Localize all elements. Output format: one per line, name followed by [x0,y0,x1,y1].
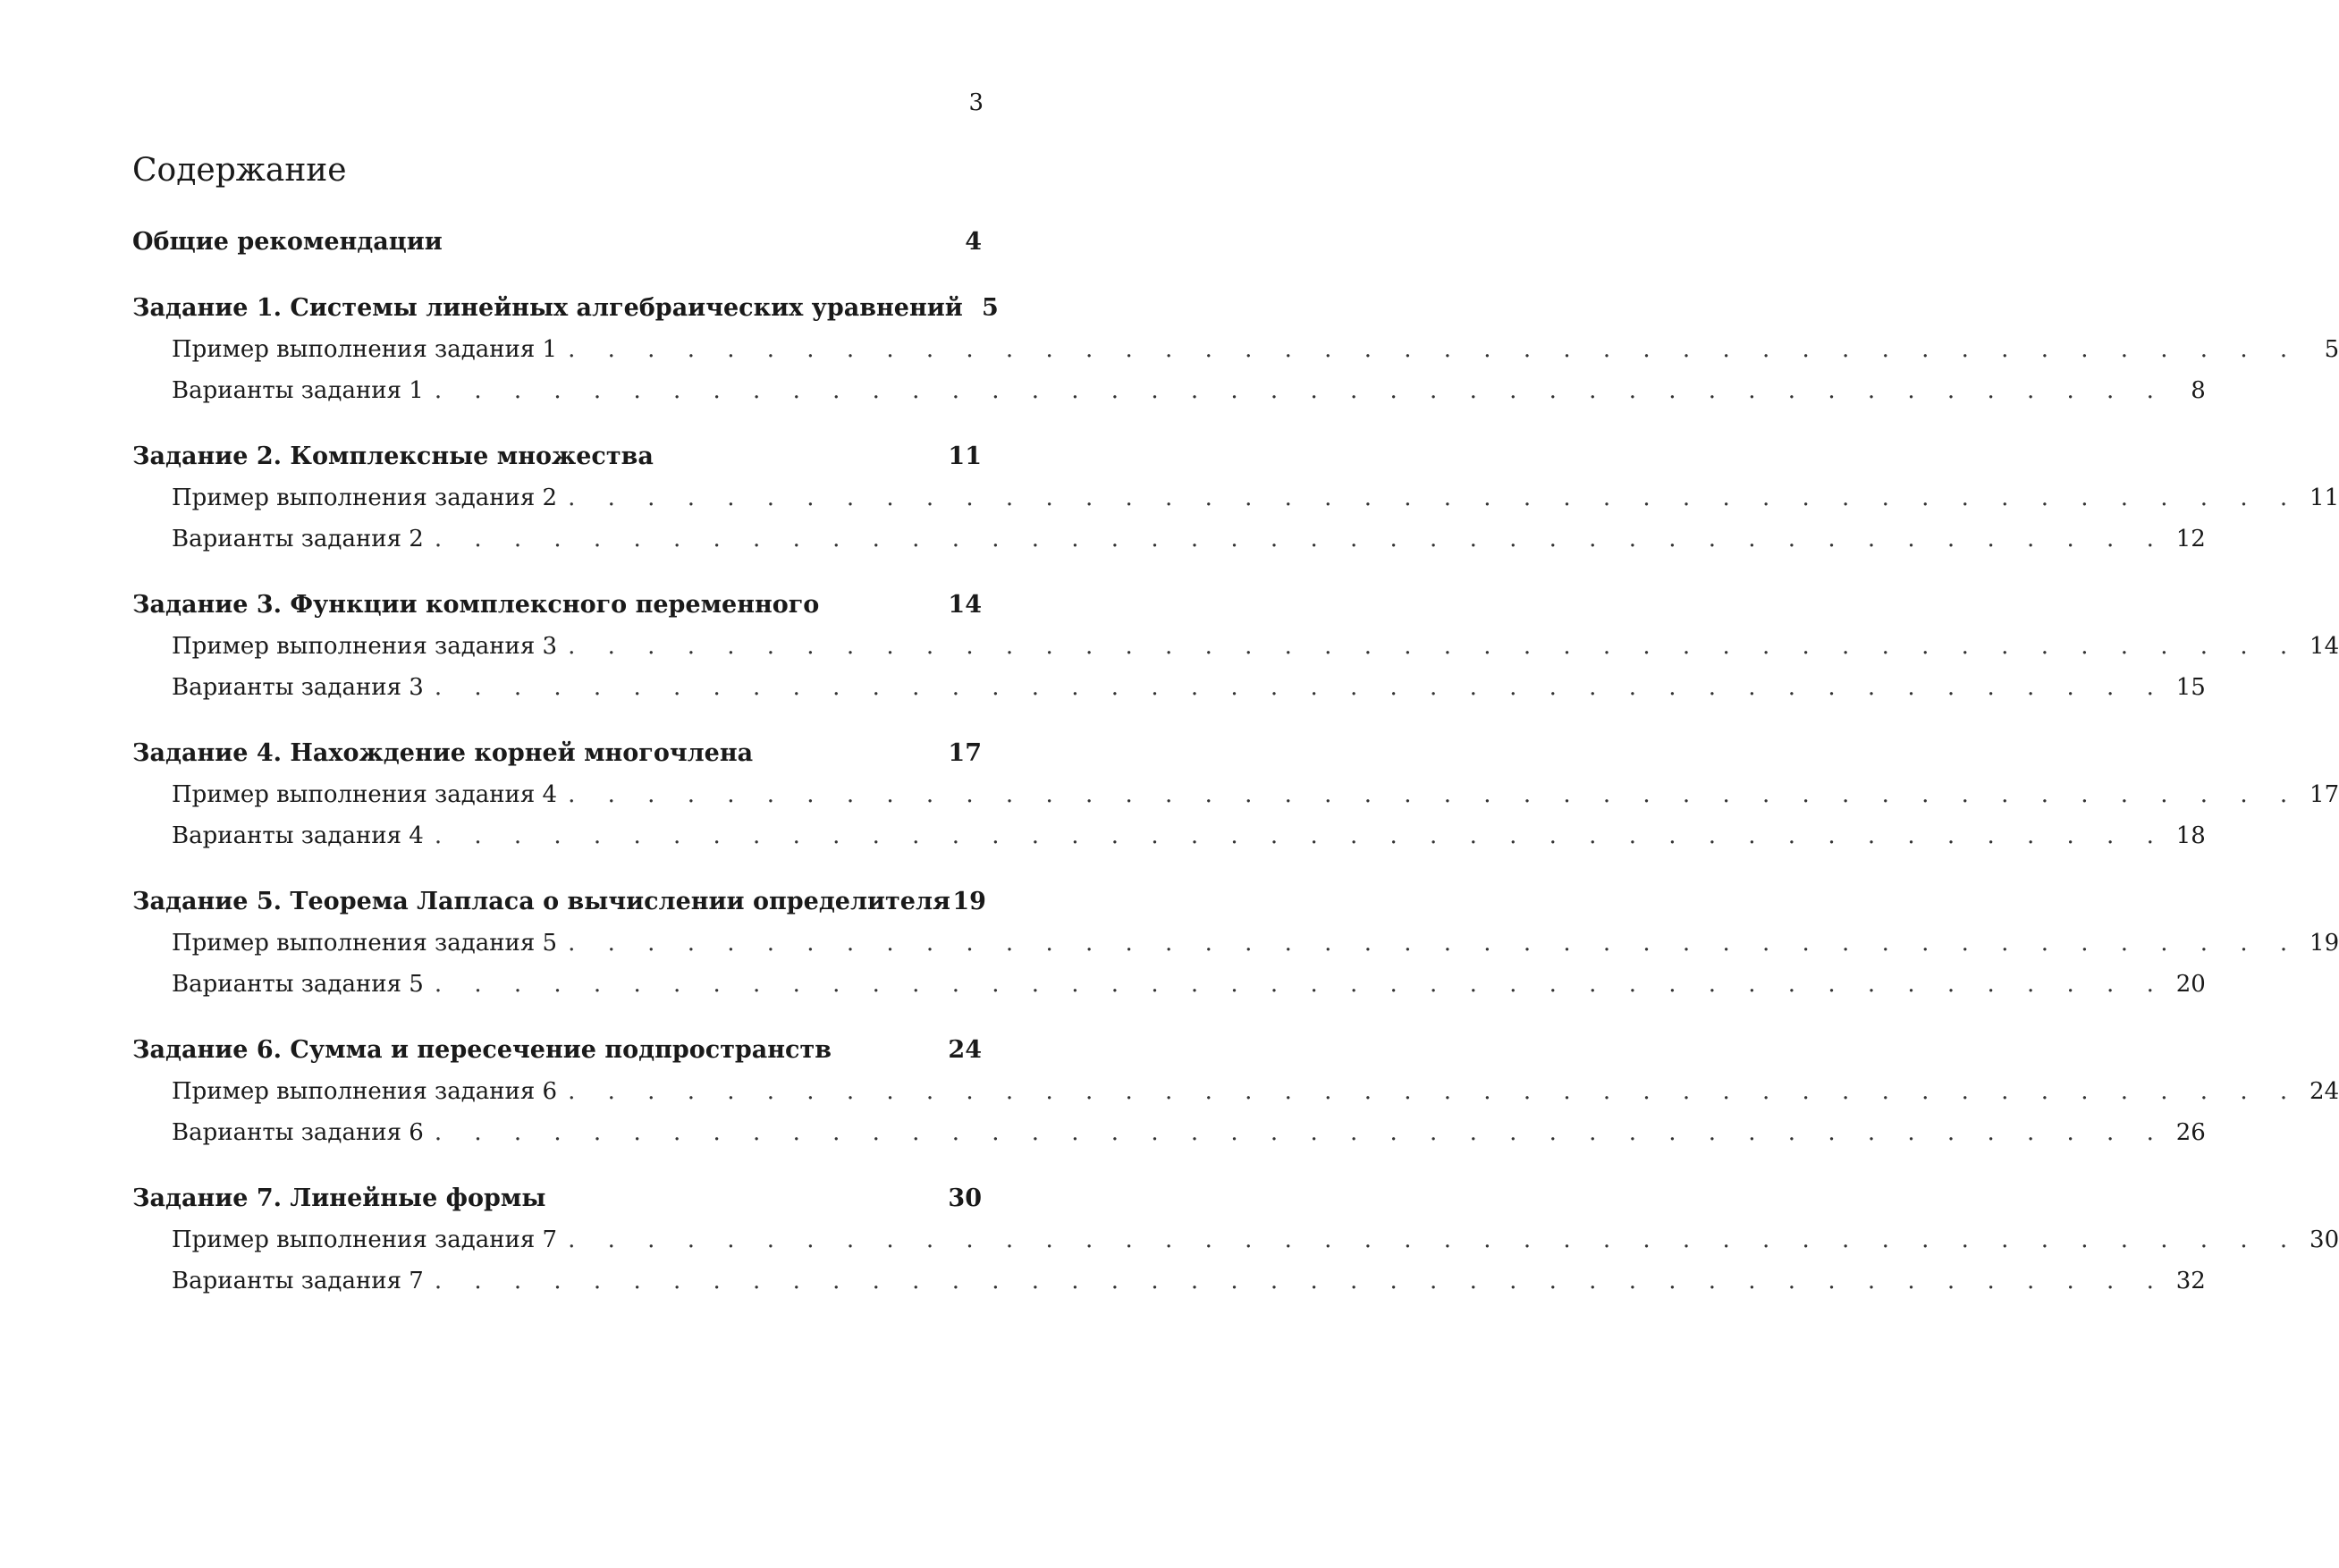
toc-subentry-page: 14 [2309,633,2339,660]
toc-subentry-page: 11 [2309,485,2339,511]
toc-section-title: Задание 6. Сумма и пересечение подпространств [132,1036,832,1064]
dot-leader: . . . . . . . . . . . . . . . . . . . . . . . . . . . . . . . . . . . . . . . . . . . . [434,1119,2166,1146]
toc-section-page: 17 [948,739,982,767]
toc-title: Содержание [132,152,347,189]
toc-section-title: Задание 4. Нахождение корней многочлена [132,739,754,767]
dot-leader: . . . . . . . . . . . . . . . . . . . . . . . . . . . . . . . . . . . . . . . . . . . . [568,336,2301,363]
dot-leader: . . . . . . . . . . . . . . . . . . . . . . . . . . . . . . . . . . . . . . . . . . . . [568,1078,2301,1105]
toc-section-title: Задание 2. Комплексные множества [132,443,654,470]
dot-leader: . . . . . . . . . . . . . . . . . . . . . . . . . . . . . . . . . . . . . . . . . . . . [568,1227,2301,1253]
toc-section-4[interactable] [132,733,982,774]
toc-subentry-page: 17 [2309,781,2339,808]
dot-leader: . . . . . . . . . . . . . . . . . . . . . . . . . . . . . . . . . . . . . . . . . . . . [568,781,2301,808]
dot-leader: . . . . . . . . . . . . . . . . . . . . . . . . . . . . . . . . . . . . . . . . . . . . [568,930,2301,957]
toc-subentry-title: Варианты задания 1 [172,377,424,404]
toc-subentry-title: Пример выполнения задания 4 [172,781,558,808]
toc-section-1[interactable] [132,288,999,329]
toc-section-title: Задание 5. Теорема Лапласа о вычислении определителя [132,888,950,915]
toc-section-5[interactable] [132,881,986,923]
toc-section-title: Задание 1. Системы линейных алгебраических уравнений [132,294,963,322]
toc-subentry-title: Варианты задания 7 [172,1268,424,1294]
toc-subentry-title: Варианты задания 5 [172,971,424,998]
toc-section-3[interactable] [132,585,982,626]
toc-subentry-variants-3[interactable] [132,667,2206,708]
toc-section-page: 5 [982,294,999,322]
page-number: 3 [968,89,984,116]
toc-subentry-example-5[interactable] [132,923,2339,964]
toc-subentry-title: Варианты задания 4 [172,822,424,849]
toc-subentry-variants-4[interactable] [132,815,2206,856]
toc-subentry-page: 18 [2175,822,2206,849]
toc-entry-page: 4 [965,228,982,256]
toc-subentry-title: Пример выполнения задания 3 [172,633,558,660]
toc-subentry-title: Пример выполнения задания 1 [172,336,558,363]
toc-subentry-page: 30 [2309,1227,2339,1253]
toc-section-title: Задание 3. Функции комплексного переменного [132,591,820,619]
dot-leader: . . . . . . . . . . . . . . . . . . . . . . . . . . . . . . . . . . . . . . . . . . . . [434,377,2166,404]
table-of-contents [132,222,2339,1302]
toc-subentry-title: Пример выполнения задания 2 [172,485,558,511]
toc-subentry-example-1[interactable] [132,329,2339,370]
toc-entry-intro[interactable] [132,222,982,263]
toc-subentry-page: 12 [2175,526,2206,552]
dot-leader: . . . . . . . . . . . . . . . . . . . . . . . . . . . . . . . . . . . . . . . . . . . . [434,526,2166,552]
toc-subentry-title: Пример выполнения задания 7 [172,1227,558,1253]
dot-leader: . . . . . . . . . . . . . . . . . . . . . . . . . . . . . . . . . . . . . . . . . . . . [434,674,2166,701]
toc-section-6[interactable] [132,1030,982,1071]
toc-subentry-page: 19 [2309,930,2339,957]
toc-subentry-example-2[interactable] [132,477,2339,518]
toc-subentry-variants-7[interactable] [132,1260,2206,1302]
toc-subentry-title: Пример выполнения задания 5 [172,930,558,957]
toc-section-page: 19 [952,888,986,915]
toc-subentry-page: 5 [2324,336,2339,363]
dot-leader: . . . . . . . . . . . . . . . . . . . . . . . . . . . . . . . . . . . . . . . . . . . . [568,485,2301,511]
toc-subentry-title: Варианты задания 3 [172,674,424,701]
toc-section-page: 24 [948,1036,982,1064]
toc-subentry-page: 15 [2175,674,2206,701]
toc-section-2[interactable] [132,436,982,477]
toc-subentry-variants-1[interactable] [132,370,2206,411]
toc-subentry-variants-2[interactable] [132,518,2206,560]
toc-subentry-example-7[interactable] [132,1219,2339,1260]
toc-section-page: 11 [948,443,982,470]
toc-subentry-variants-5[interactable] [132,964,2206,1005]
toc-section-title: Задание 7. Линейные формы [132,1184,546,1212]
toc-subentry-page: 24 [2309,1078,2339,1105]
toc-subentry-page: 26 [2175,1119,2206,1146]
toc-subentry-example-6[interactable] [132,1071,2339,1112]
toc-subentry-example-4[interactable] [132,774,2339,815]
toc-subentry-example-3[interactable] [132,626,2339,667]
dot-leader: . . . . . . . . . . . . . . . . . . . . . . . . . . . . . . . . . . . . . . . . . . . . [434,1268,2166,1294]
toc-subentry-title: Варианты задания 6 [172,1119,424,1146]
toc-subentry-page: 8 [2191,377,2206,404]
toc-subentry-page: 32 [2175,1268,2206,1294]
toc-subentry-page: 20 [2175,971,2206,998]
toc-subentry-title: Пример выполнения задания 6 [172,1078,558,1105]
dot-leader: . . . . . . . . . . . . . . . . . . . . . . . . . . . . . . . . . . . . . . . . . . . . [568,633,2301,660]
toc-entry-title: Общие рекомендации [132,228,443,256]
toc-section-page: 14 [948,591,982,619]
toc-subentry-variants-6[interactable] [132,1112,2206,1153]
dot-leader: . . . . . . . . . . . . . . . . . . . . . . . . . . . . . . . . . . . . . . . . . . . . [434,971,2166,998]
toc-subentry-title: Варианты задания 2 [172,526,424,552]
toc-section-7[interactable] [132,1178,982,1219]
toc-section-page: 30 [948,1184,982,1212]
dot-leader: . . . . . . . . . . . . . . . . . . . . . . . . . . . . . . . . . . . . . . . . . . . . [434,822,2166,849]
